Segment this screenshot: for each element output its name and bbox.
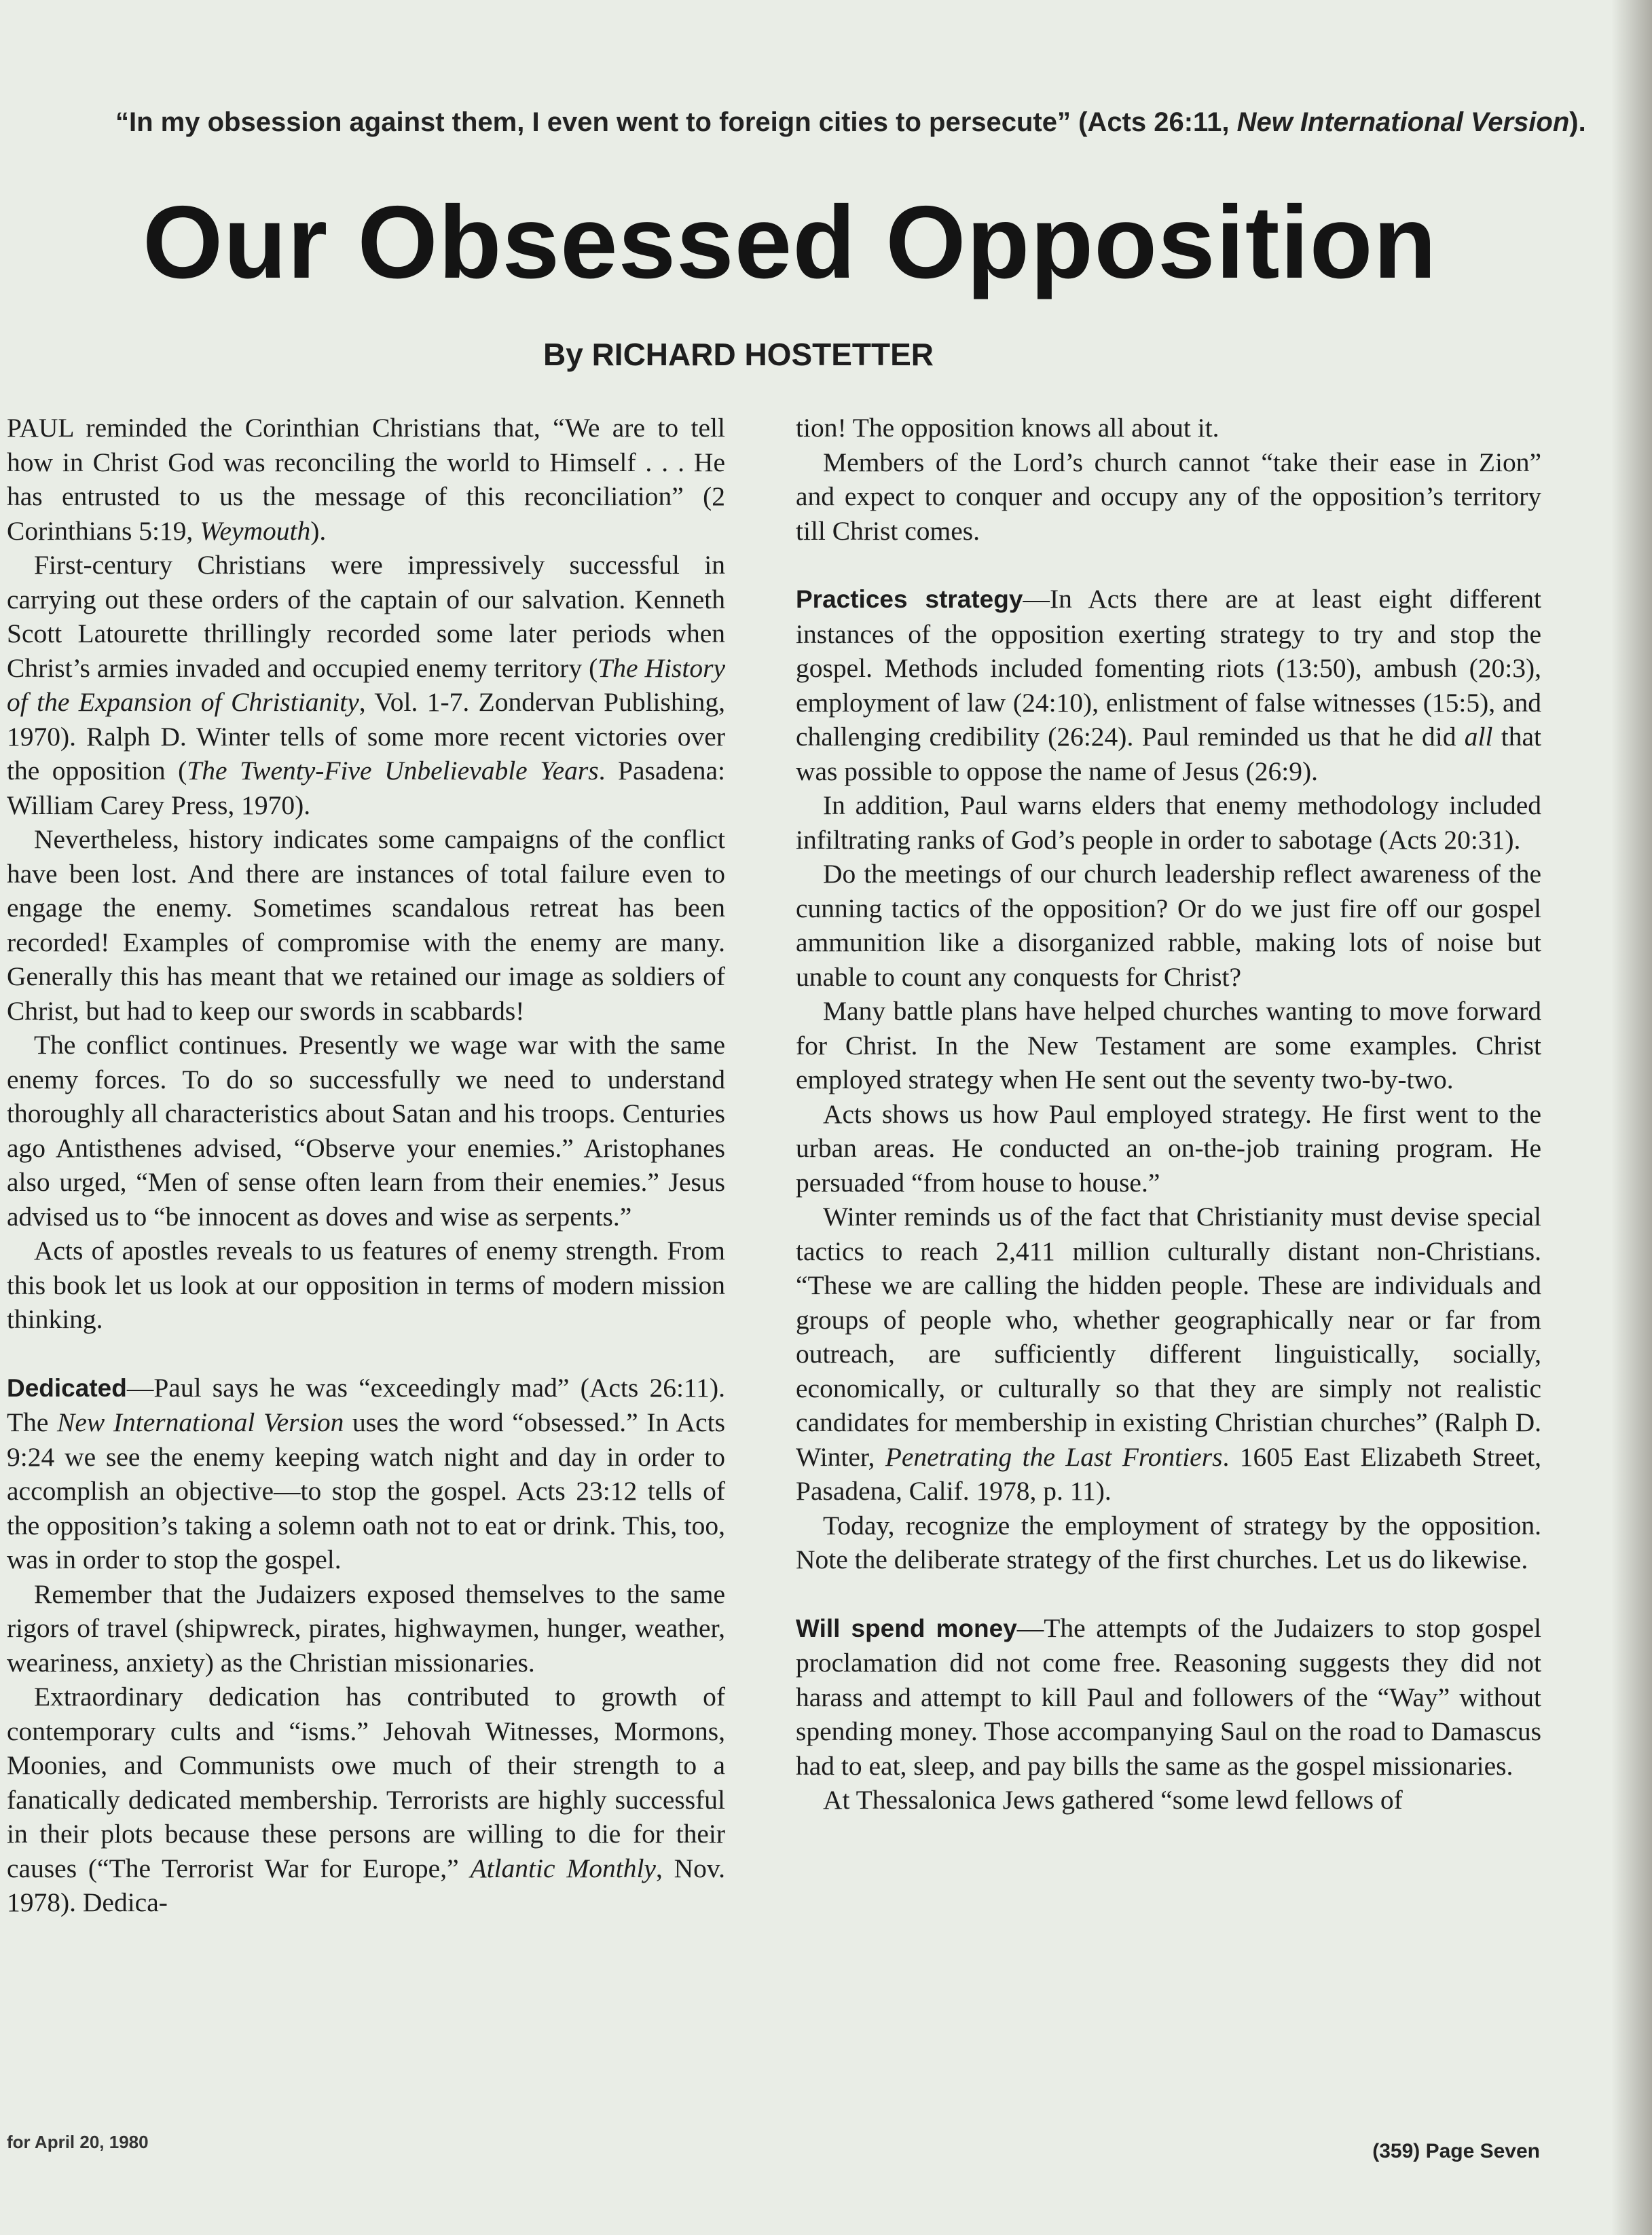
paragraph — [7, 1680, 725, 1920]
paragraph: Remember that the Judaizers exposed themselves to the same rigors of travel (shipwreck, pirates, highwaymen, hunger, weather, weariness, anxiety) as the Christian missionaries. — [7, 1578, 725, 1678]
paragraph: Do the meetings of our church leadership reflect awareness of the cunning tactics of the opposition? Or do we just fire off our gospel ammunition like a disorganized rabble, making lots of noise but unable to count any conquests for Christ? — [796, 859, 1541, 992]
section-dedicated — [7, 1371, 725, 1577]
text: uses the word “obsessed.” In Acts 9:24 we see the enemy keeping watch night and day in order to accomplish an objective—to stop the gospel. Acts 23:12 tells of the opposition’s taking a solemn oath not to eat or drink. This, too, was in order to stop the gospel. — [7, 1407, 725, 1574]
page-edge-shadow — [1611, 0, 1652, 2235]
text: ). — [310, 515, 327, 546]
text: —Paul says he was “exceedingly mad” (Acts 26:11). The — [7, 1372, 725, 1437]
paragraph: Acts shows us how Paul employed strategy. He first went to the urban areas. He conducted an on-the-job training program. He persuaded “from house to house.” — [796, 1098, 1541, 1198]
paragraph: At Thessalonica Jews gathered “some lewd fellows of — [823, 1785, 1403, 1815]
paragraph: Nevertheless, history indicates some campaigns of the conflict have been lost. And there are instances of total failure even to engage the enemy. Sometimes scandalous retreat has been recorded! Examples of compromise with the enemy are many. Generally this has meant that we retained our image as soldiers of Christ, but had to keep our swords in scabbards! — [7, 824, 725, 1026]
citation: The Twenty-Five Unbelievable Years — [187, 756, 599, 786]
footer-date: for April 20, 1980 — [7, 2132, 149, 2152]
paragraph — [7, 548, 725, 822]
column-right — [796, 411, 1541, 1817]
epigraph-close: ). — [1569, 107, 1586, 137]
text: , Nov. 1978). Dedica- — [7, 1853, 725, 1917]
byline: By RICHARD HOSTETTER — [543, 337, 934, 372]
text: Winter reminds us of the fact that Christianity must devise special tactics to reach 2,411 million culturally distant non-Christians. “These we are calling the hidden people. These are individuals and groups of people who, whether geographically near or far from outreach, are sufficiently different linguistically, socially, economically, or culturally so that they are simply not realistic candidates for membership in existing Christian churches” (Ralph D. Winter, — [796, 1202, 1541, 1472]
paragraph — [7, 411, 725, 548]
text: First-century Christians were impressively successful in carrying out these orders of the captain of our salvation. Kenneth Scott Latourette thrillingly recorded some later periods when Christ’s armies invaded and occupied enemy territory ( — [7, 550, 725, 683]
text: , Vol. 1-7. Zondervan Publishing, 1970). Ralph D. Winter tells of some more recent victories over the opposition ( — [7, 687, 725, 786]
paragraph — [796, 1200, 1541, 1509]
paragraph: In addition, Paul warns elders that enemy methodology included infiltrating ranks of God’s people in order to sabotage (Acts 20:31). — [796, 790, 1541, 855]
epigraph-version: New International Version — [1236, 107, 1570, 137]
section-practices-strategy — [796, 582, 1541, 788]
citation: New International Version — [57, 1407, 344, 1437]
citation: Penetrating the Last Frontiers — [885, 1441, 1223, 1472]
paragraph: Acts of apostles reveals to us features of enemy strength. From this book let us look at our opposition in terms of modern mission thinking. — [7, 1236, 725, 1334]
epigraph — [115, 107, 1586, 138]
footer-page-number: (359) Page Seven — [1372, 2140, 1540, 2162]
column-left — [7, 411, 725, 1920]
text: —In Acts there are at least eight different instances of the opposition exerting strategy to try and stop the gospel. Methods included fomenting riots (13:50), ambush (20:3), employment of law (24:10), enlistment of false witnesses (15:5), and challenging credibility (26:24). Paul reminded us that he did — [796, 584, 1541, 752]
paragraph: Today, recognize the employment of strategy by the opposition. Note the deliberate strategy of the first churches. Let us do likewise. — [796, 1510, 1541, 1574]
article-title: Our Obsessed Opposition — [143, 185, 1437, 300]
citation: Atlantic Monthly — [470, 1853, 656, 1883]
text: —The attempts of the Judaizers to stop gospel proclamation did not come free. Reasoning suggests they did not harass and attempt to kill Paul and followers of the “Way” without spending money. Those accompanying Saul on the road to Damascus had to eat, sleep, and pay bills the same as the gospel missionaries. — [796, 1612, 1541, 1781]
paragraph: Many battle plans have helped churches wanting to move forward for Christ. In the New Testament are some examples. Christ employed strategy when He sent out the seventy two-by-two. — [796, 996, 1541, 1094]
paragraph: The conflict continues. Presently we wage war with the same enemy forces. To do so successfully we need to understand thoroughly all characteristics about Satan and his troops. Centuries ago Antisthenes advised, “Observe your enemies.” Aristophanes also urged, “Men of sense often learn from their enemies.” Jesus advised us to “be innocent as doves and wise as serpents.” — [7, 1030, 725, 1232]
section-will-spend-money — [796, 1611, 1541, 1784]
emphasis: all — [1464, 722, 1493, 752]
section-heading: Dedicated — [7, 1373, 127, 1402]
epigraph-quote: “In my obsession against them, I even went to foreign cities to persecute” (Acts 26:11, — [115, 107, 1237, 137]
text: . 1605 East Elizabeth Street, Pasadena, Calif. 1978, p. 11). — [796, 1441, 1541, 1506]
citation: The History of the Expansion of Christianity — [7, 652, 725, 717]
citation: Weymouth — [200, 515, 311, 546]
text: that was possible to oppose the name of Jesus (26:9). — [796, 722, 1542, 786]
paragraph: Members of the Lord’s church cannot “take their ease in Zion” and expect to conquer and occupy any of the opposition’s territory till Christ comes. — [796, 447, 1541, 546]
section-heading: Practices strategy — [796, 585, 1023, 613]
section-heading: Will spend money — [796, 1614, 1017, 1642]
text: Extraordinary dedication has contributed to growth of contemporary cults and “isms.” Jehovah Witnesses, Mormons, Moonies, and Communists owe much of their strength to a fanatically dedicated membership. Terrorists are highly successful in their plots because these persons are willing to die for their causes (“The Terrorist War for Europe,” — [7, 1682, 725, 1883]
text: PAUL reminded the Corinthian Christians that, “We are to tell how in Christ God was reconciling the world to Himself . . . He has entrusted to us the message of this reconciliation” (2 Corinthians 5:19, — [7, 413, 725, 546]
text: . Pasadena: William Carey Press, 1970). — [7, 756, 725, 820]
paragraph: tion! The opposition knows all about it. — [796, 413, 1219, 443]
